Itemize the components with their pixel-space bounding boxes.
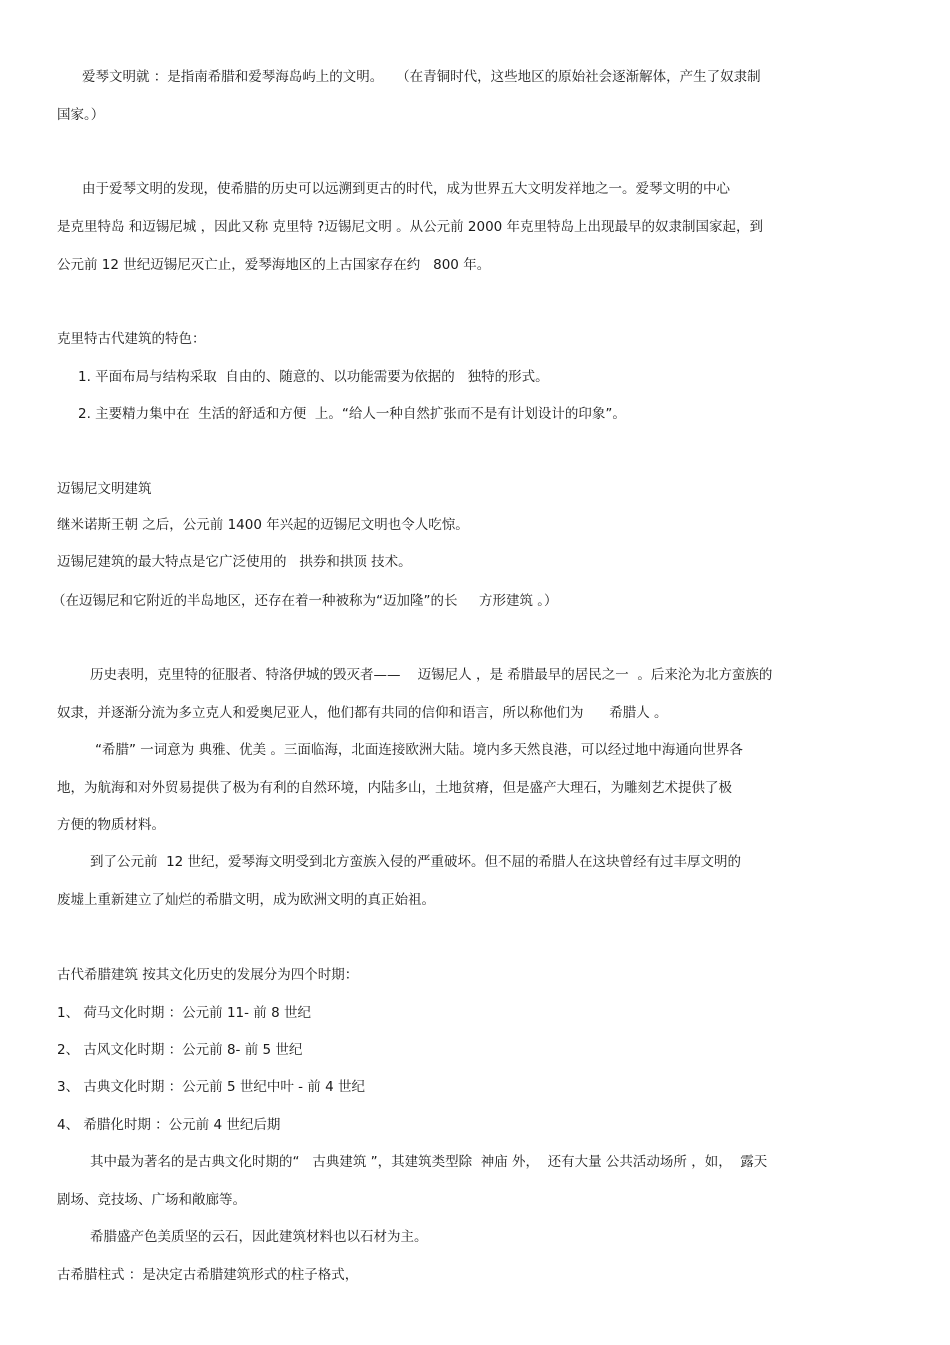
text-line: （在迈锡尼和它附近的半岛地区，还存在着一种被称为“迈加隆”的长 方形建筑 。） xyxy=(52,593,558,609)
text-line: 由于爱琴文明的发现，使希腊的历史可以远溯到更古的时代，成为世界五大文明发祥地之一。爱琴文明的中心 xyxy=(82,181,730,197)
text-line: 国家。） xyxy=(57,107,105,123)
text-line: 是克里特岛 和迈锡尼城 ，因此又称 克里特 ?迈锡尼文明 。从公元前 2000 年克里特岛上出现最早的奴隶制国家起，到 xyxy=(57,219,764,235)
text-line: 迈锡尼建筑的最大特点是它广泛使用的 拱券和拱顶 技术。 xyxy=(57,554,412,570)
section-heading: 古代希腊建筑 按其文化历史的发展分为四个时期： xyxy=(57,967,359,983)
text-line: “希腊” 一词意为 典雅、优美 。三面临海，北面连接欧洲大陆。境内多天然良港，可以经过地中海通向世界各 xyxy=(95,742,743,758)
text-line: 地，为航海和对外贸易提供了极为有利的自然环境，内陆多山，土地贫瘠，但是盛产大理石，为雕刻艺术提供了极 xyxy=(57,780,732,796)
text-line: 奴隶，并逐渐分流为多立克人和爱奥尼亚人，他们都有共同的信仰和语言，所以称他们为 希腊人 。 xyxy=(57,705,668,721)
list-item: 3、 古典文化时期 ：公元前 5 世纪中叶 - 前 4 世纪 xyxy=(57,1079,365,1095)
section-heading: 克里特古代建筑的特色： xyxy=(57,331,206,347)
section-heading: 迈锡尼文明建筑 xyxy=(57,481,152,497)
text-line: 历史表明，克里特的征服者、特洛伊城的毁灭者—— 迈锡尼人 ，是 希腊最早的居民之一 。后来沦为北方蛮族的 xyxy=(90,667,773,683)
text-line: 方便的物质材料。 xyxy=(57,817,165,833)
list-item: 2、 古风文化时期 ：公元前 8- 前 5 世纪 xyxy=(57,1042,303,1058)
text-line: 废墟上重新建立了灿烂的希腊文明，成为欧洲文明的真正始祖。 xyxy=(57,892,435,908)
text-line: 爱琴文明就 ：是指南希腊和爱琴海岛屿上的文明。 （在青铜时代，这些地区的原始社会逐渐解体，产生了奴隶制 xyxy=(82,69,761,85)
text-line: 希腊盛产色美质坚的云石，因此建筑材料也以石材为主。 xyxy=(90,1229,428,1245)
text-line: 剧场、竞技场、广场和敞廊等。 xyxy=(57,1192,246,1208)
text-line: 其中最为著名的是古典文化时期的“ 古典建筑 ”，其建筑类型除 神庙 外， 还有大量 公共活动场所 ，如， 露天 xyxy=(90,1154,768,1170)
list-item: 1. 平面布局与结构采取 自由的、随意的、以功能需要为依据的 独特的形式。 xyxy=(78,369,549,385)
text-line: 古希腊柱式 ：是决定古希腊建筑形式的柱子格式， xyxy=(57,1267,359,1283)
list-item: 1、 荷马文化时期 ：公元前 11- 前 8 世纪 xyxy=(57,1005,311,1021)
list-item: 2. 主要精力集中在 生活的舒适和方便 上。“给人一种自然扩张而不是有计划设计的印象”。 xyxy=(78,406,626,422)
list-item: 4、 希腊化时期 ：公元前 4 世纪后期 xyxy=(57,1117,281,1133)
text-line: 继米诺斯王朝 之后，公元前 1400 年兴起的迈锡尼文明也令人吃惊。 xyxy=(57,517,469,533)
text-line: 公元前 12 世纪迈锡尼灭亡止，爱琴海地区的上古国家存在约 800 年。 xyxy=(57,257,491,273)
text-line: 到了公元前 12 世纪，爱琴海文明受到北方蛮族入侵的严重破坏。但不屈的希腊人在这块曾经有过丰厚文明的 xyxy=(90,854,742,870)
